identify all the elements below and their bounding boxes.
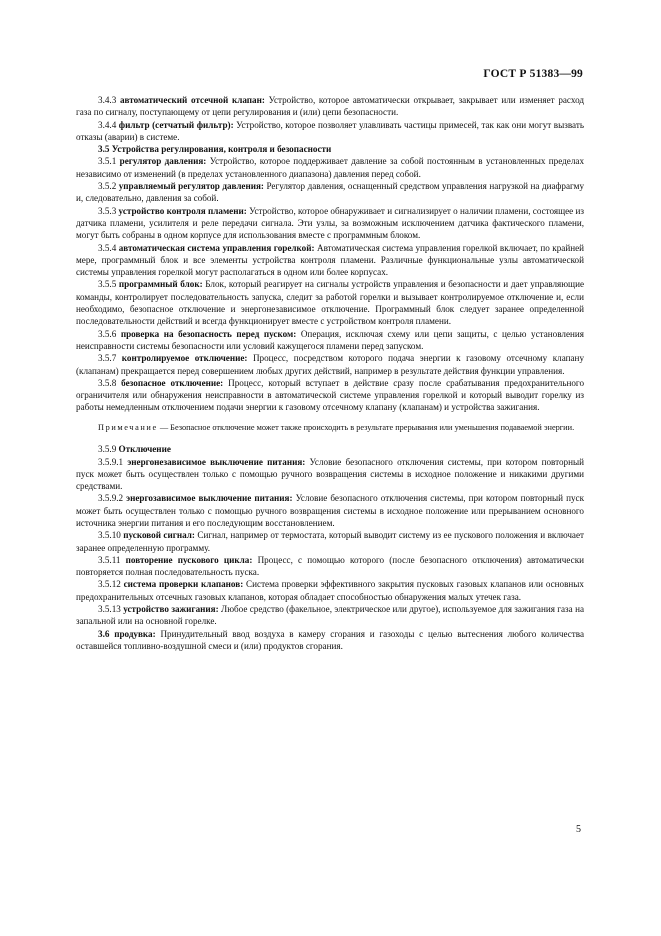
paragraph-3-5-12: 3.5.12 система проверки клапанов: Система проверки эффективного закрытия пусковых газовых клапанов или основных предохранительных отсечных газовых клапанов, которая обладает способностью обнаружения малых утечек газа. <box>76 579 584 602</box>
paragraph-3-5-6: 3.5.6 проверка на безопасность перед пуском: Операция, исключая схему или цепи защиты, с целью установления неисправности системы безопасности или условий кажущегося пламени перед запуском. <box>76 328 585 351</box>
page-number: 5 <box>576 824 581 835</box>
paragraph-3-5-2: 3.5.2 управляемый регулятор давления: Регулятор давления, оснащенный средством управления нагрузкой на диафрагму и, следовательно, давления за собой. <box>76 181 585 204</box>
paragraph-3-6: 3.6 продувка: Принудительный ввод воздуха в камеру сгорания и газоходы с целью вытеснения любого количества оставшейся топливно-воздушной смеси и (или) продуктов сгорания. <box>76 628 585 651</box>
note-text: — Безопасное отключение может также происходить в результате прерывания или уменьшения подаваемой энергии. <box>159 422 575 432</box>
paragraph-3-5-4: 3.5.4 автоматическая система управления горелкой: Автоматическая система управления горелкой включает, по крайней мере, программный блок и все элементы устройства контроля пламени. Различные функциональные узлы автоматической системы управления горелкой могут располагаться в одном или более корпусах. <box>76 242 585 278</box>
paragraph-3-5-9-1: 3.5.9.1 энергонезависимое выключение питания: Условие безопасного отключения системы, при котором повторный пуск может быть осуществлен только с помощью ручного возвращения системы в исходное положение и никакими другими средствами. <box>76 456 584 492</box>
paragraph-3-4-3: 3.4.3 автоматический отсечной клапан: Устройство, которое автоматически открывает, закрывает или изменяет расход газа по сигналу, поступающему от цепи регулирования и (или) цепи безопасности. <box>76 95 585 118</box>
note-label: Примечание <box>98 422 158 432</box>
paragraph-3-5-10: 3.5.10 пусковой сигнал: Сигнал, например от термостата, который выводит систему из ее пускового положения и включает заранее определенную программу. <box>76 530 585 553</box>
paragraph-3-5-5: 3.5.5 программный блок: Блок, который реагирует на сигналы устройств управления и безопасности и дает управляющие команды, контролирует последовательность запуска, следит за работой горелки и вызывает контролируемое отключение и, если необходимо, безопасное отключение и энергонезависимое отключение. Программный блок следует заранее определенной последовательности действий и всегда функционирует вместе с устройством контроля пламени. <box>76 279 584 327</box>
paragraph-3-5-8: 3.5.8 безопасное отключение: Процесс, который вступает в действие сразу после срабатывания предохранительного ограничителя или обнаружения неисправности в автоматической системе управления горелкой и который выводит горелку из работы немедленным отключением подачи энергии к газовому отсечному клапану (клапанам) и устройства зажигания. <box>76 377 585 413</box>
note <box>76 422 584 434</box>
section-heading-3-5: 3.5 Устройства регулирования, контроля и безопасности <box>98 144 332 155</box>
paragraph-3-5-1: 3.5.1 регулятор давления: Устройство, которое поддерживает давление за собой постоянным в установленных пределах независимо от изменений (в пределах установленного диапазона) давления перед собой. <box>76 156 585 179</box>
subsection-heading-3-5-9: 3.5.9 Отключение <box>98 444 171 455</box>
paragraph-3-5-9-2: 3.5.9.2 энергозависимое выключение питания: Условие безопасного отключения системы, при котором повторный пуск может быть осуществлен только с помощью ручного возвращения системы в исходное положение или прерыванием основного источника энергии питания и его последующим восстановлением. <box>76 493 585 528</box>
paragraph-3-5-13: 3.5.13 устройство зажигания: Любое средство (факельное, электрическое или другое), используемое для зажигания газа на запальной или на основной горелке. <box>76 604 585 627</box>
document-body <box>76 94 584 652</box>
paragraph-3-5-7: 3.5.7 контролируемое отключение: Процесс, посредством которого подача энергии к газовому отсечному клапану (клапанам) прекращается перед совершением любых других действий, например в результате действия функции управления. <box>76 353 585 376</box>
document-header: ГОСТ Р 51383—99 <box>483 68 583 80</box>
paragraph-3-4-4: 3.4.4 фильтр (сетчатый фильтр): Устройство, которое позволяет улавливать частицы примесей, так как они могут вызвать отказы (аварии) в системе. <box>76 119 584 142</box>
paragraph-3-5-11: 3.5.11 повторение пускового цикла: Процесс, с помощью которого (после безопасного отключения) автоматически повторяется полная последовательность пуска. <box>76 554 585 578</box>
paragraph-3-5-3: 3.5.3 устройство контроля пламени: Устройство, которое обнаруживает и сигнализирует о наличии пламени, состоящее из датчика пламени, усилителя и реле передачи сигнала. Эти узлы, за возможным исключением датчика фактического пламени, могут быть собраны в одном корпусе для использования вместе с программным блоком. <box>76 205 585 241</box>
